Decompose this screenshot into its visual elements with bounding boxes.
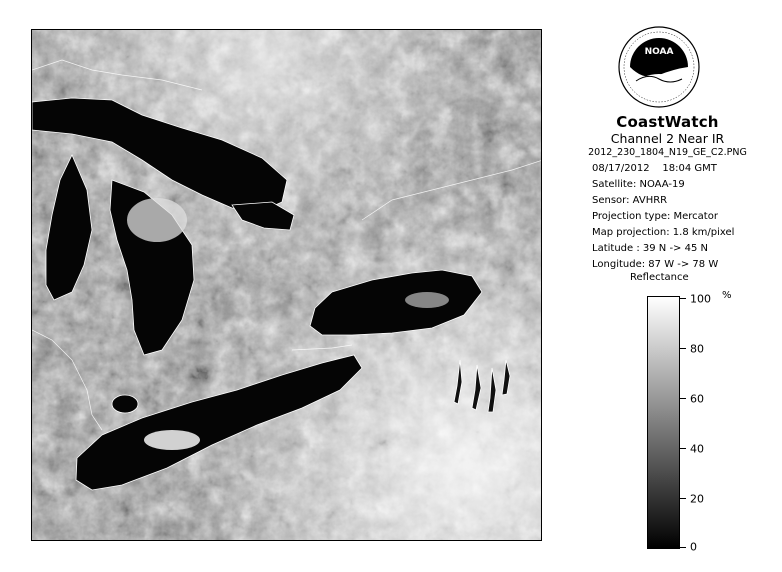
longitude-range: Longitude: 87 W -> 78 W (592, 259, 719, 270)
cloud-over-ontario (405, 292, 449, 308)
latitude-range: Latitude : 39 N -> 45 N (592, 243, 708, 254)
map-projection-label: Map projection: 1.8 km/pixel (592, 227, 735, 238)
colorbar-tick-label: 0 (690, 540, 697, 554)
colorbar-tick-label: 100 (690, 292, 711, 306)
satellite-image (31, 29, 542, 541)
legend-title: Reflectance (630, 272, 689, 283)
image-filename: 2012_230_1804_N19_GE_C2.PNG (588, 147, 747, 158)
colorbar-tick-label: 20 (690, 492, 704, 506)
acquisition-date: 08/17/2012 (592, 163, 650, 174)
brand-title: CoastWatch (616, 113, 719, 131)
colorbar-tick (680, 398, 686, 399)
colorbar-tick-label: 60 (690, 392, 704, 406)
projection-type-label: Projection type: Mercator (592, 211, 718, 222)
cloud-over-erie (144, 430, 200, 450)
colorbar-tick (680, 547, 686, 548)
reflectance-colorbar (647, 296, 680, 549)
noaa-logo (618, 23, 700, 111)
satellite-label: Satellite: NOAA-19 (592, 179, 685, 190)
logo-text: NOAA (644, 47, 674, 57)
cloud-over-huron (127, 198, 187, 242)
colorbar-tick-label: 40 (690, 442, 704, 456)
acquisition-time: 18:04 GMT (662, 163, 717, 174)
legend-unit: % (722, 290, 732, 301)
channel-name: Channel 2 Near IR (610, 131, 725, 146)
lake-st-clair (112, 395, 138, 413)
colorbar-tick (680, 498, 686, 499)
colorbar-tick-label: 80 (690, 342, 704, 356)
satellite-map-svg (32, 30, 542, 541)
colorbar-tick (680, 348, 686, 349)
sensor-label: Sensor: AVHRR (592, 195, 668, 206)
colorbar-tick (680, 298, 686, 299)
date-time-line (592, 163, 717, 174)
colorbar-tick (680, 448, 686, 449)
